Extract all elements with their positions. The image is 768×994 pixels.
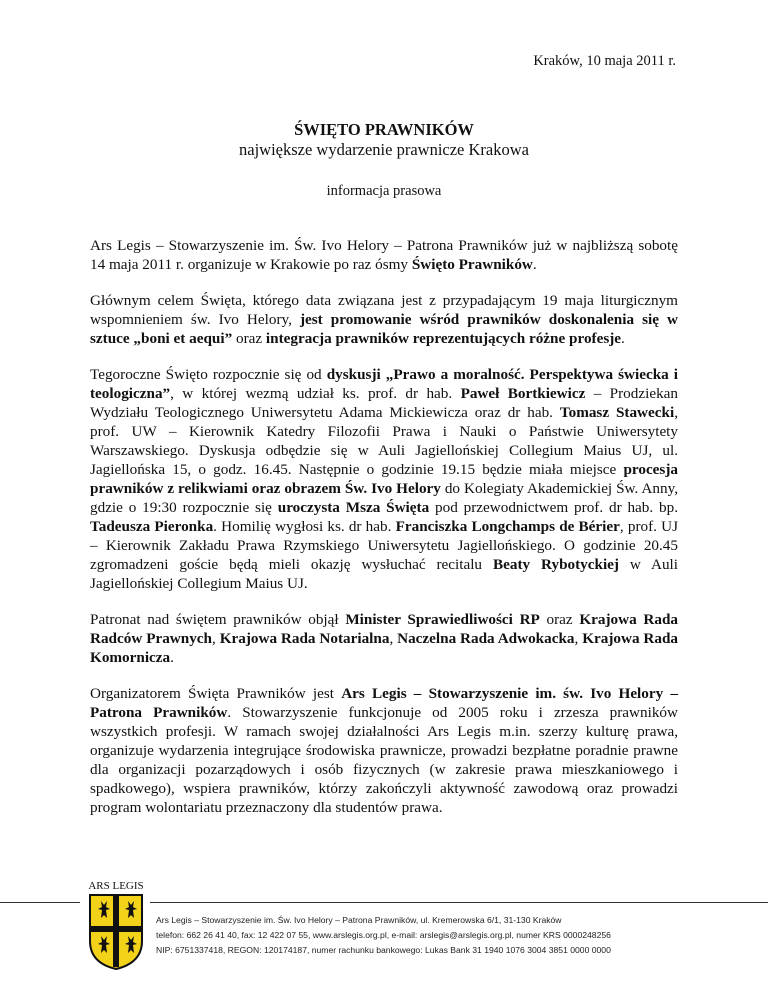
bold-text: Franciszka Longchamps de Bérier bbox=[395, 518, 620, 535]
text-run: , bbox=[574, 630, 583, 647]
text-run: , prof. UW – Kierownik Katedry Filozofii Prawa i Nauki o Państwie Uniwersytety Warszawskiego. Dyskusja odbędzie się w Auli Jagiellońskiej Collegium Maius UJ, ul. Jagiellońska 15, o godz. 16.45. Następnie o godzinie 19.15 będzie miała miejsce bbox=[90, 404, 678, 478]
text-run: . Homilię wygłosi ks. dr hab. bbox=[213, 518, 396, 535]
bold-text: Beaty Rybotyckiej bbox=[492, 556, 619, 573]
bold-text: Tomasz Stawecki bbox=[559, 404, 675, 421]
bold-text: dyskusji „Prawo a moralność. Perspektywa świecka i teologiczna” bbox=[90, 366, 678, 402]
title-block bbox=[0, 120, 768, 160]
bold-text: Święto Prawników bbox=[411, 256, 533, 273]
text-run: . bbox=[170, 649, 174, 666]
coat-of-arms-icon bbox=[88, 893, 144, 971]
text-run: oraz bbox=[232, 330, 266, 347]
text-run: Organizatorem Święta Prawników jest bbox=[90, 685, 342, 702]
paragraph bbox=[90, 610, 678, 667]
footer-divider-right bbox=[150, 902, 768, 903]
text-run: . Stowarzyszenie funkcjonuje od 2005 roku i zrzesza prawników wszystkich profesji. W ramach swojej działalności Ars Legis m.in. szerzy kulturę prawa, organizuje wydarzenia integrujące środowiska prawnicze, prowadzi bezpłatne poradnie prawne dla organizacji pozarządowych i osób fizycznych (w zakresie prawa mieszkaniowego i spadkowego), wspiera prawników, którzy zakończyli aktywność zawodową oraz prowadzi program wolontariatu przeznaczony dla studentów prawa. bbox=[90, 704, 678, 816]
paragraph bbox=[90, 365, 678, 593]
footer-divider-left bbox=[0, 902, 80, 903]
text-run: , bbox=[389, 630, 398, 647]
document-subtitle: największe wydarzenie prawnicze Krakowa bbox=[239, 140, 529, 159]
logo-text: ARS LEGIS bbox=[88, 880, 144, 892]
text-run: – Prodziekan Wydziału Teologicznego Uniwersytetu Adama Mickiewicza oraz dr hab. bbox=[90, 385, 678, 421]
bold-text: Krajowa Rada Notarialna bbox=[219, 630, 390, 647]
text-run: Ars Legis – Stowarzyszenie im. Św. Ivo Helory – Patrona Prawników już w najbliższą sobotę 14 maja 2011 r. organizuje w Krakowie po raz ósmy bbox=[90, 237, 678, 273]
bold-text: Krajowa Rada Komornicza bbox=[90, 630, 679, 666]
footer-contact-details: telefon: 662 26 41 40, fax: 12 422 07 55, www.arslegis.org.pl, e-mail: arslegis@arslegis.org.pl, numer KRS 0000248256 bbox=[156, 930, 611, 940]
paragraph bbox=[90, 291, 678, 348]
bold-text: integracja prawników reprezentujących różne profesje bbox=[265, 330, 622, 347]
text-run: do Kolegiaty Akademickiej Św. Anny, gdzie o 19:30 rozpocznie się bbox=[90, 480, 678, 516]
bold-text: Krajowa Rada Radców Prawnych bbox=[90, 611, 678, 647]
text-run: Głównym celem Święta, którego data związana jest z przypadającym 19 maja liturgicznym wspomnieniem św. Ivo Helory, bbox=[90, 292, 678, 328]
press-release-label: informacja prasowa bbox=[326, 183, 442, 199]
document-title: ŚWIĘTO PRAWNIKÓW bbox=[294, 120, 474, 139]
text-run: Patronat nad świętem prawników objął bbox=[90, 611, 346, 628]
paragraph bbox=[90, 684, 678, 817]
text-run: . bbox=[532, 256, 537, 273]
text-run: w Auli Jagiellońskiej Collegium Maius UJ. bbox=[90, 556, 678, 592]
bold-text: Tadeusza Pieronka bbox=[90, 518, 214, 535]
text-run: , bbox=[212, 630, 220, 647]
document-date: Kraków, 10 maja 2011 r. bbox=[533, 53, 676, 69]
document-body bbox=[90, 236, 678, 834]
text-run: pod przewodnictwem prof. dr hab. bp. bbox=[429, 499, 679, 516]
footer-bank-details: NIP: 6751337418, REGON: 120174187, numer rachunku bankowego: Lukas Bank 31 1940 1076 3004 3851 0000 0000 bbox=[156, 945, 611, 955]
text-run: . bbox=[621, 330, 625, 347]
bold-text: Ars Legis – Stowarzyszenie im. św. Ivo Helory – Patrona Prawników bbox=[90, 685, 678, 721]
bold-text: Paweł Bortkiewicz bbox=[460, 385, 586, 402]
bold-text: uroczysta Msza Święta bbox=[277, 499, 430, 516]
bold-text: Naczelna Rada Adwokacka bbox=[397, 630, 575, 647]
footer-address: Ars Legis – Stowarzyszenie im. Św. Ivo Helory – Patrona Prawników, ul. Kremerowska 6/1, 31-130 Kraków bbox=[156, 915, 562, 925]
text-run: , prof. UJ – Kierownik Zakładu Prawa Rzymskiego Uniwersytetu Jagiellońskiego. O godzinie 20.45 zgromadzeni goście będą mieli okazję wysłuchać recitalu bbox=[90, 518, 678, 573]
paragraph bbox=[90, 236, 678, 274]
text-run: oraz bbox=[539, 611, 580, 628]
text-run: , w której wezmą udział ks. prof. dr hab. bbox=[170, 385, 461, 402]
bold-text: Minister Sprawiedliwości RP bbox=[345, 611, 540, 628]
bold-text: procesja prawników z relikwiami oraz obrazem Św. Ivo Helory bbox=[90, 461, 678, 497]
text-run: Tegoroczne Święto rozpocznie się od bbox=[90, 366, 327, 383]
footer-contact bbox=[156, 913, 756, 958]
ars-legis-logo bbox=[84, 880, 148, 972]
bold-text: jest promowanie wśród prawników doskonalenia się w sztuce „boni et aequi” bbox=[90, 311, 678, 347]
